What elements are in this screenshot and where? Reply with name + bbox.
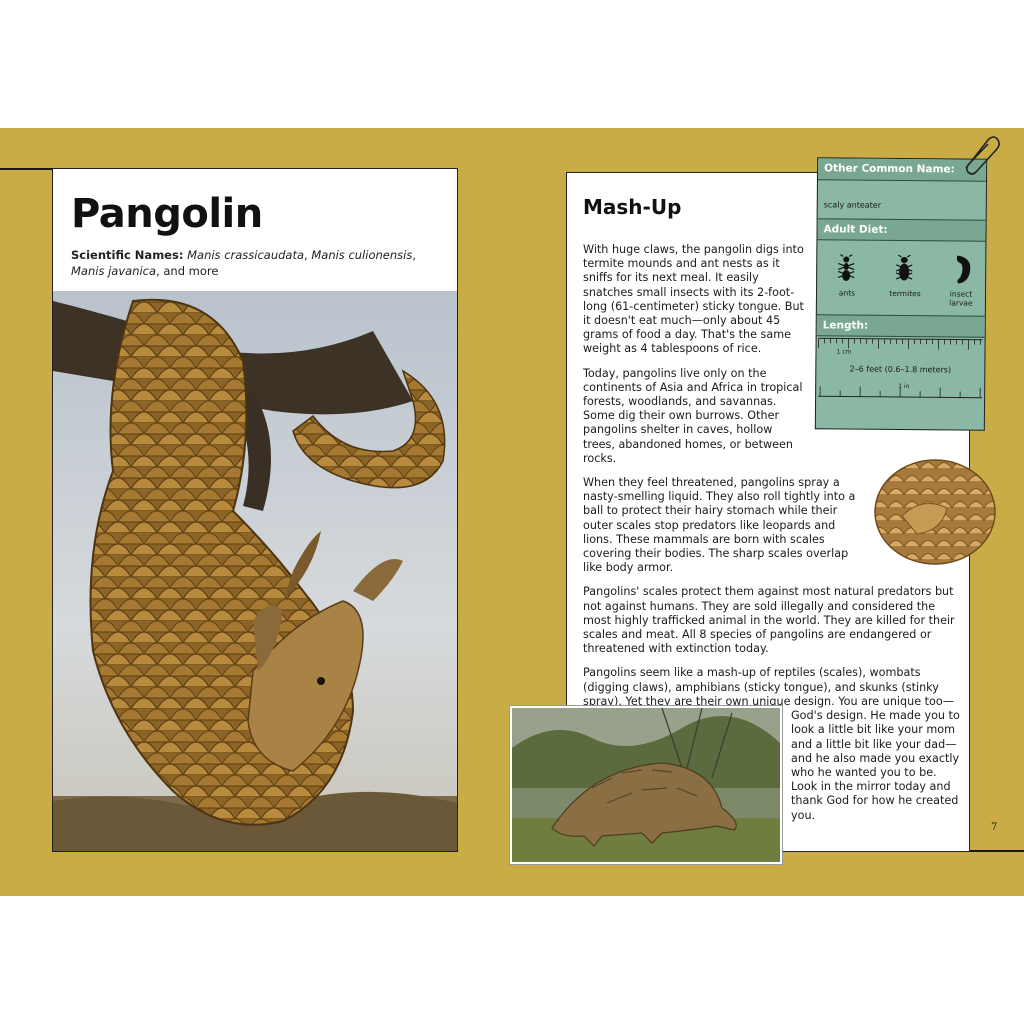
scientific-name-2: Manis culionensis bbox=[311, 248, 413, 262]
length-value: 2–6 feet (0.6–1.8 meters) bbox=[849, 364, 952, 375]
paragraph-threats: Pangolins' scales protect them against most natural predators but not against humans. They are sold illegally and considered the most highly trafficked animal in the world. They are killed for their scales and meat. All 8 species of pangolins are endangered or threatened with extinction today. bbox=[583, 585, 955, 656]
scientific-names: Scientific Names: Manis crassicaudata, Manis culionensis, Manis javanica, and more bbox=[71, 248, 416, 278]
paragraph-design: God's design. He made you to look a little bit like your mom and a little bit like your dad—and he also made you exactly who he wanted you to be. Look in the mirror today and thank God for how he created you. bbox=[791, 709, 960, 822]
paragraph-habitat: Today, pangolins live only on the continents of Asia and Africa in tropical forests, woodlands, and savannas. Some dig their own burrows. Other pangolins shelter in caves, hollow trees, abandoned homes, or between rocks. bbox=[583, 366, 803, 465]
page-title: Pangolin bbox=[71, 191, 263, 237]
paragraph-defense: When they feel threatened, pangolins spray a nasty-smelling liquid. They also roll tightly into a ball to protect their hairy stomach while their outer scales stop predators like leopards and lions. These mammals are born with scales covering their bodies. The sharp scales overlap like body armor. bbox=[583, 476, 856, 575]
scientific-name-1: Manis crassicaudata bbox=[187, 248, 305, 262]
scientific-tail: , and more bbox=[156, 264, 219, 278]
diet-heading: Adult Diet: bbox=[817, 218, 985, 241]
diet-label-larvae: insect larvae bbox=[949, 289, 973, 308]
fact-box bbox=[815, 157, 987, 430]
larva-icon bbox=[951, 253, 973, 285]
section-heading: Mash-Up bbox=[583, 195, 682, 219]
common-name-heading: Other Common Name: bbox=[818, 158, 986, 181]
page-edge-line bbox=[0, 168, 52, 170]
paragraph-mashup: Pangolins seem like a mash-up of reptiles (scales), wombats (digging claws), amphibians (sticky tongue), and skunks (stinky spray). Yet they are their own unique design. You are unique too— bbox=[583, 666, 954, 708]
diet-label-termites: termites bbox=[889, 288, 921, 299]
left-page-card bbox=[52, 168, 458, 852]
ruler-in-label: 1 in bbox=[898, 382, 910, 391]
ruler-cm-label: 1 cm bbox=[836, 348, 852, 356]
scientific-label: Scientific Names: bbox=[71, 248, 184, 262]
diet-label-ants: ants bbox=[838, 288, 856, 298]
termite-icon bbox=[893, 255, 915, 283]
book-spread bbox=[0, 128, 1024, 896]
scientific-name-3: Manis javanica bbox=[71, 264, 157, 278]
paperclip-icon bbox=[958, 132, 1002, 176]
length-heading: Length: bbox=[817, 314, 985, 337]
ant-icon bbox=[835, 254, 857, 282]
pangolin-ball-photo bbox=[872, 456, 998, 568]
page-number: 7 bbox=[991, 822, 998, 833]
paragraph-diet: With huge claws, the pangolin digs into termite mounds and ant nests as it sniffs for its next meal. It easily snatches small insects with its 2-foot-long (61-centimeter) sticky tongue. But it doesn't eat much—only about 45 grams of food a day. That's the same weight as 4 tablespoons of rice. bbox=[583, 243, 804, 356]
pangolin-walking-photo bbox=[510, 706, 782, 864]
common-name-value: scaly anteater bbox=[823, 200, 882, 210]
pangolin-hanging-photo bbox=[53, 291, 457, 851]
page-edge-line bbox=[970, 850, 1024, 852]
